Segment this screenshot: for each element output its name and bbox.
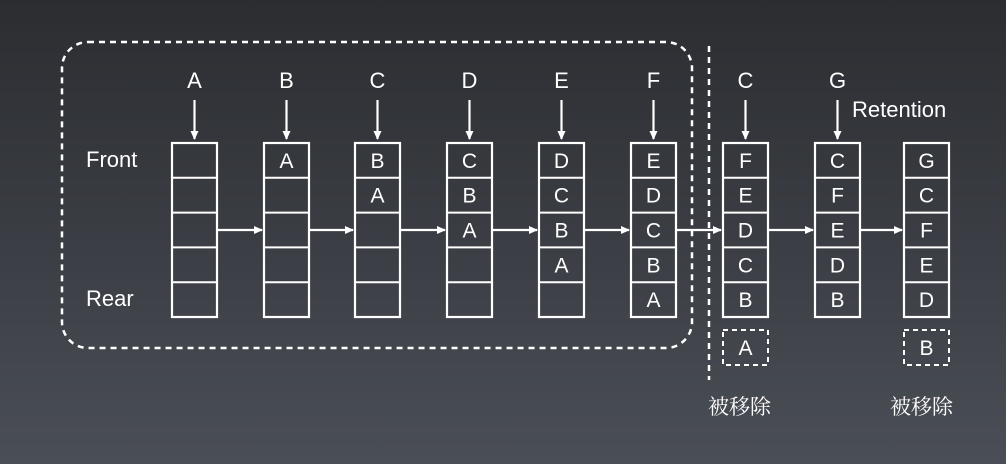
rear-label: Rear <box>86 286 134 311</box>
queue-cell-value: B <box>554 219 569 243</box>
input-letter: C <box>369 68 386 93</box>
queue-cell-value: A <box>462 219 477 243</box>
queue-cell-value: A <box>554 254 569 278</box>
queue-cell-value: B <box>830 289 845 313</box>
queue-cell-value: E <box>738 184 753 208</box>
removed-label-1: 被移除 <box>708 396 771 419</box>
input-letter: C <box>737 68 754 93</box>
queue-cell-value: D <box>737 219 754 243</box>
queue-cell-value: A <box>370 184 385 208</box>
input-letter: G <box>828 68 847 93</box>
queue-cell-value: F <box>739 149 752 173</box>
queue-cell-value: C <box>918 184 935 208</box>
queue-cell-value: D <box>918 289 935 313</box>
evicted-value: B <box>919 337 934 360</box>
queue-cell-value: C <box>461 149 478 173</box>
queue-cell-value: C <box>553 184 570 208</box>
input-letter: E <box>554 68 569 93</box>
queue-cell-value: G <box>918 149 935 173</box>
queue-cell-value: E <box>919 254 934 278</box>
queue-cell-value: D <box>553 149 570 173</box>
queue-cell-value: B <box>738 289 753 313</box>
queue-cell-value: C <box>645 219 662 243</box>
queue-cell-value: F <box>920 219 933 243</box>
retention-label: Retention <box>852 97 947 122</box>
input-letter: B <box>279 68 294 93</box>
queue-cell-value: B <box>646 254 661 278</box>
evicted-value: A <box>738 337 753 360</box>
queue-box-1 <box>172 143 217 317</box>
queue-cell-value: C <box>737 254 754 278</box>
queue-cell-value: A <box>279 149 294 173</box>
queue-cell-value: C <box>829 149 846 173</box>
input-letter: A <box>187 68 202 93</box>
queue-cell-value: E <box>830 219 845 243</box>
removed-label-2: 被移除 <box>890 396 953 419</box>
front-label: Front <box>86 147 138 172</box>
input-letter: D <box>461 68 478 93</box>
queue-cell-value: E <box>646 149 661 173</box>
queue-cell-value: A <box>646 289 661 313</box>
queue-cell-value: B <box>370 149 385 173</box>
queue-cell-value: D <box>829 254 846 278</box>
queue-cell-value: F <box>831 184 844 208</box>
queue-cell-value: D <box>645 184 662 208</box>
input-letter: F <box>646 68 661 93</box>
queue-cell-value: B <box>462 184 477 208</box>
